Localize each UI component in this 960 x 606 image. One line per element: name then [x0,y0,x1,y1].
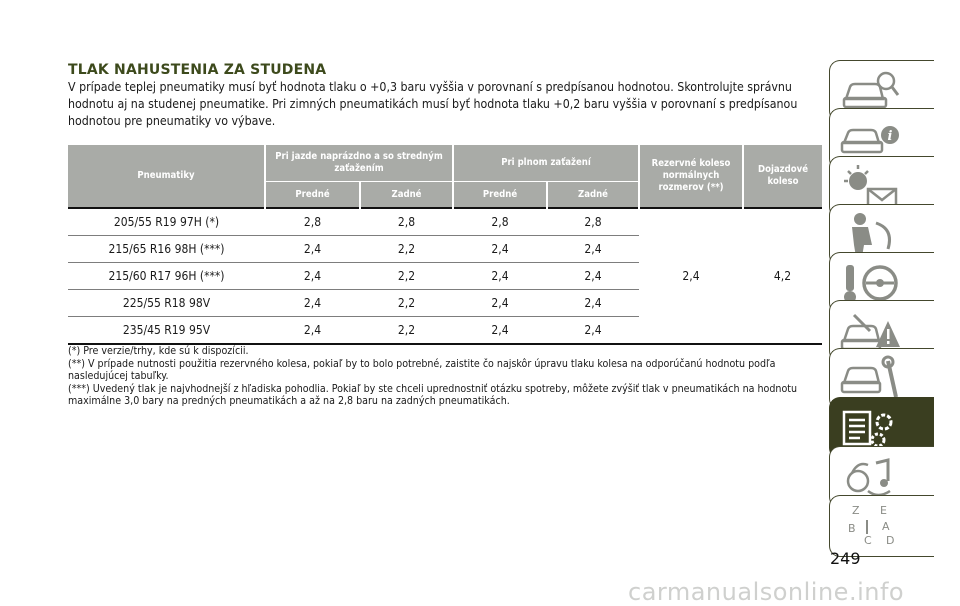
full-rear-value: 2,8 [547,208,639,236]
chapter-tab-index[interactable] [829,495,934,557]
medium-rear-value: 2,2 [360,236,453,263]
section-title: TLAK NAHUSTENIA ZA STUDENA [68,62,327,78]
medium-front-value: 2,4 [265,317,360,345]
full-front-value: 2,4 [453,263,547,290]
svg-text:i: i [887,129,893,144]
header-medium-load: Pri jazde naprázdno a so stredným zaťažením [265,145,453,182]
header-medium-front: Predné [265,182,360,209]
tyre-size: 225/55 R18 98V [68,290,265,317]
full-rear-value: 2,4 [547,236,639,263]
full-rear-value: 2,4 [547,290,639,317]
header-tyres: Pneumatiky [68,145,265,208]
index-letter-c: C [864,534,872,547]
medium-rear-value: 2,8 [360,208,453,236]
medium-front-value: 2,4 [265,263,360,290]
index-letter-d: D [886,534,895,547]
index-letter-a: A [882,520,890,533]
header-medium-rear: Zadné [360,182,453,209]
header-full-rear: Zadné [547,182,639,209]
spare-wheel-value: 2,4 [639,208,743,344]
header-full-front: Predné [453,182,547,209]
index-letter-z: Z [852,504,860,517]
header-temporary-wheel: Dojazdové koleso [743,145,822,208]
header-spare-wheel: Rezervné koleso normálnych rozmerov (**) [639,145,743,208]
full-front-value: 2,4 [453,290,547,317]
footnote-2: (**) V prípade nutnosti použitia rezervného kolesa, pokiaľ by to bolo potrebné, zaistite čo najskôr úpravu tlaku kolesa na odporúčanú hodnotu podľa nasledujúcej tabuľky. [68,357,776,383]
footnote-1: (*) Pre verzie/trhy, kde sú k dispozícii. [68,345,249,357]
intro-paragraph: V prípade teplej pneumatiky musí byť hodnota tlaku o +0,3 baru vyššia v porovnaní s predpísanou hodnotou. Skontrolujte správnu hodnotu aj na studenej pneumatike. Pri zimných pneumatikách musí byť hodnota tlaku +0,2 baru vyššia v porovnaní s predpísanou hodnotou pre pneumatiky vo výbave. [68,80,798,128]
full-front-value: 2,4 [453,317,547,345]
page-number: 249 [830,549,861,568]
tyre-pressure-table [68,145,822,345]
medium-rear-value: 2,2 [360,263,453,290]
full-front-value: 2,8 [453,208,547,236]
index-letter-b: B [848,522,856,535]
medium-front-value: 2,8 [265,208,360,236]
full-rear-value: 2,4 [547,317,639,345]
index-letter-e: E [880,504,887,517]
full-front-value: 2,4 [453,236,547,263]
temporary-wheel-value: 4,2 [743,208,822,344]
watermark: carmanualsonline.info [628,578,905,606]
index-icon [838,500,902,552]
table-row [68,208,822,236]
tyre-size: 205/55 R19 97H (*) [68,208,265,236]
tyre-size: 235/45 R19 95V [68,317,265,345]
full-rear-value: 2,4 [547,263,639,290]
chapter-sidebar [829,0,934,604]
header-full-load: Pri plnom zaťažení [453,145,639,182]
footnotes [68,345,823,408]
tyre-size: 215/65 R16 98H (***) [68,236,265,263]
footnote-3: (***) Uvedený tlak je najvhodnejší z hľadiska pohodlia. Pokiaľ by ste chceli uprednostniť otázku spotreby, môžete zvýšiť tlak v pneumatikách na hodnotu maximálne 3,0 bary na predných pneumatikách a až na 2,8 baru na zadných pneumatikách. [68,382,798,408]
tyre-size: 215/60 R17 96H (***) [68,263,265,290]
medium-rear-value: 2,2 [360,317,453,345]
medium-rear-value: 2,2 [360,290,453,317]
medium-front-value: 2,4 [265,290,360,317]
medium-front-value: 2,4 [265,236,360,263]
